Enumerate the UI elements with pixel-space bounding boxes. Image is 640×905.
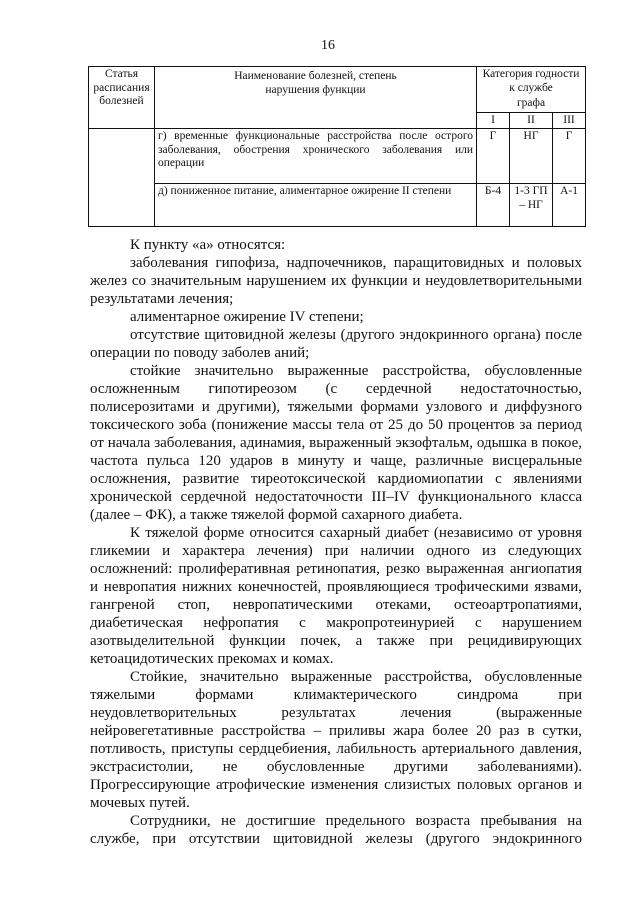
article-cell [89, 129, 155, 227]
header-name [155, 67, 477, 129]
table-row [89, 184, 586, 227]
table-header-row [89, 67, 586, 97]
paragraph: заболевания гипофиза, надпочечников, паращитовидных и половых желез со значительным нарушением их функции и неудовлетворительными результатами лечения; [90, 255, 582, 307]
row-cat-2: 1-3 ГП – НГ [510, 184, 553, 227]
row-cat-1: Б-4 [477, 184, 510, 227]
row-name-cell: г) временные функциональные расстройства после острого заболевания, обострения хронического заболевания или операции [155, 129, 477, 184]
header-category: Категория годности к службе [477, 67, 586, 97]
paragraph: отсутствие щитовидной железы (другого эндокринного органа) после операции по поводу заболев аний; [90, 327, 582, 361]
document-body [90, 236, 582, 848]
header-graph: графа [477, 96, 586, 112]
paragraph: Сотрудники, не достигшие предельного возраста пребывания на службе, при отсутствии щитовидной железы (другого эндокринного [90, 813, 582, 847]
header-col-2: II [510, 112, 553, 129]
row-cat-2: НГ [510, 129, 553, 184]
header-name-text: Наименование болезней, степень нарушения функции [234, 70, 397, 96]
row-name-cell: д) пониженное питание, алиментарное ожирение II степени [155, 184, 477, 227]
row-cat-3: Г [553, 129, 586, 184]
row-cat-1: Г [477, 129, 510, 184]
page-number: 16 [321, 38, 335, 53]
header-col-1: I [477, 112, 510, 129]
table-row [89, 129, 586, 184]
paragraph: К пункту «а» относятся: [130, 237, 286, 253]
row-cat-3: А-1 [553, 184, 586, 227]
header-article: Статья расписания болезней [89, 67, 155, 129]
paragraph: алиментарное ожирение IV степени; [130, 309, 364, 325]
header-col-3: III [553, 112, 586, 129]
paragraph: Стойкие, значительно выраженные расстройства, обусловленные тяжелыми формами климактерического синдрома при неудовлетворительных результатах лечения (выраженные нейровегетативные расстройства – приливы жара более 20 раз в сутки, потливость, приступы сердцебиения, лабильность артериального давления, экстрасистолии, не обусловленные другими заболеваниями). Прогрессирующие атрофические изменения слизистых половых органов и мочевых путей. [90, 669, 582, 811]
paragraph: К тяжелой форме относится сахарный диабет (независимо от уровня гликемии и характера лечения) при наличии одного из следующих осложнений: пролиферативная ретинопатия, резко выраженная ангиопатия и невропатия нижних конечностей, проявляющиеся трофическими язвами, гангреной стоп, невропатическими отеками, остеоартропатиями, диабетическая нефропатия с макропротеинурией с нарушением азотвыделительной функции почек, а также при рецидивирующих кетоацидотических прекомах и комах. [90, 525, 582, 667]
paragraph: стойкие значительно выраженные расстройства, обусловленные осложненным гипотиреозом (с сердечной недостаточностью, полисерозитами и другими), тяжелыми формами узлового и диффузного токсического зоба (понижение массы тела от 25 до 50 процентов за период от начала заболевания, адинамия, выраженный экзофтальм, одышка в покое, частота пульса 120 ударов в минуту и чаще, различные висцеральные осложнения, развитие тиреотоксической кардиомиопатии с явлениями хронической сердечной недостаточности III–IV функционального класса (далее – ФК), а также тяжелой формой сахарного диабета. [90, 363, 582, 523]
fitness-schedule-table [88, 66, 586, 227]
